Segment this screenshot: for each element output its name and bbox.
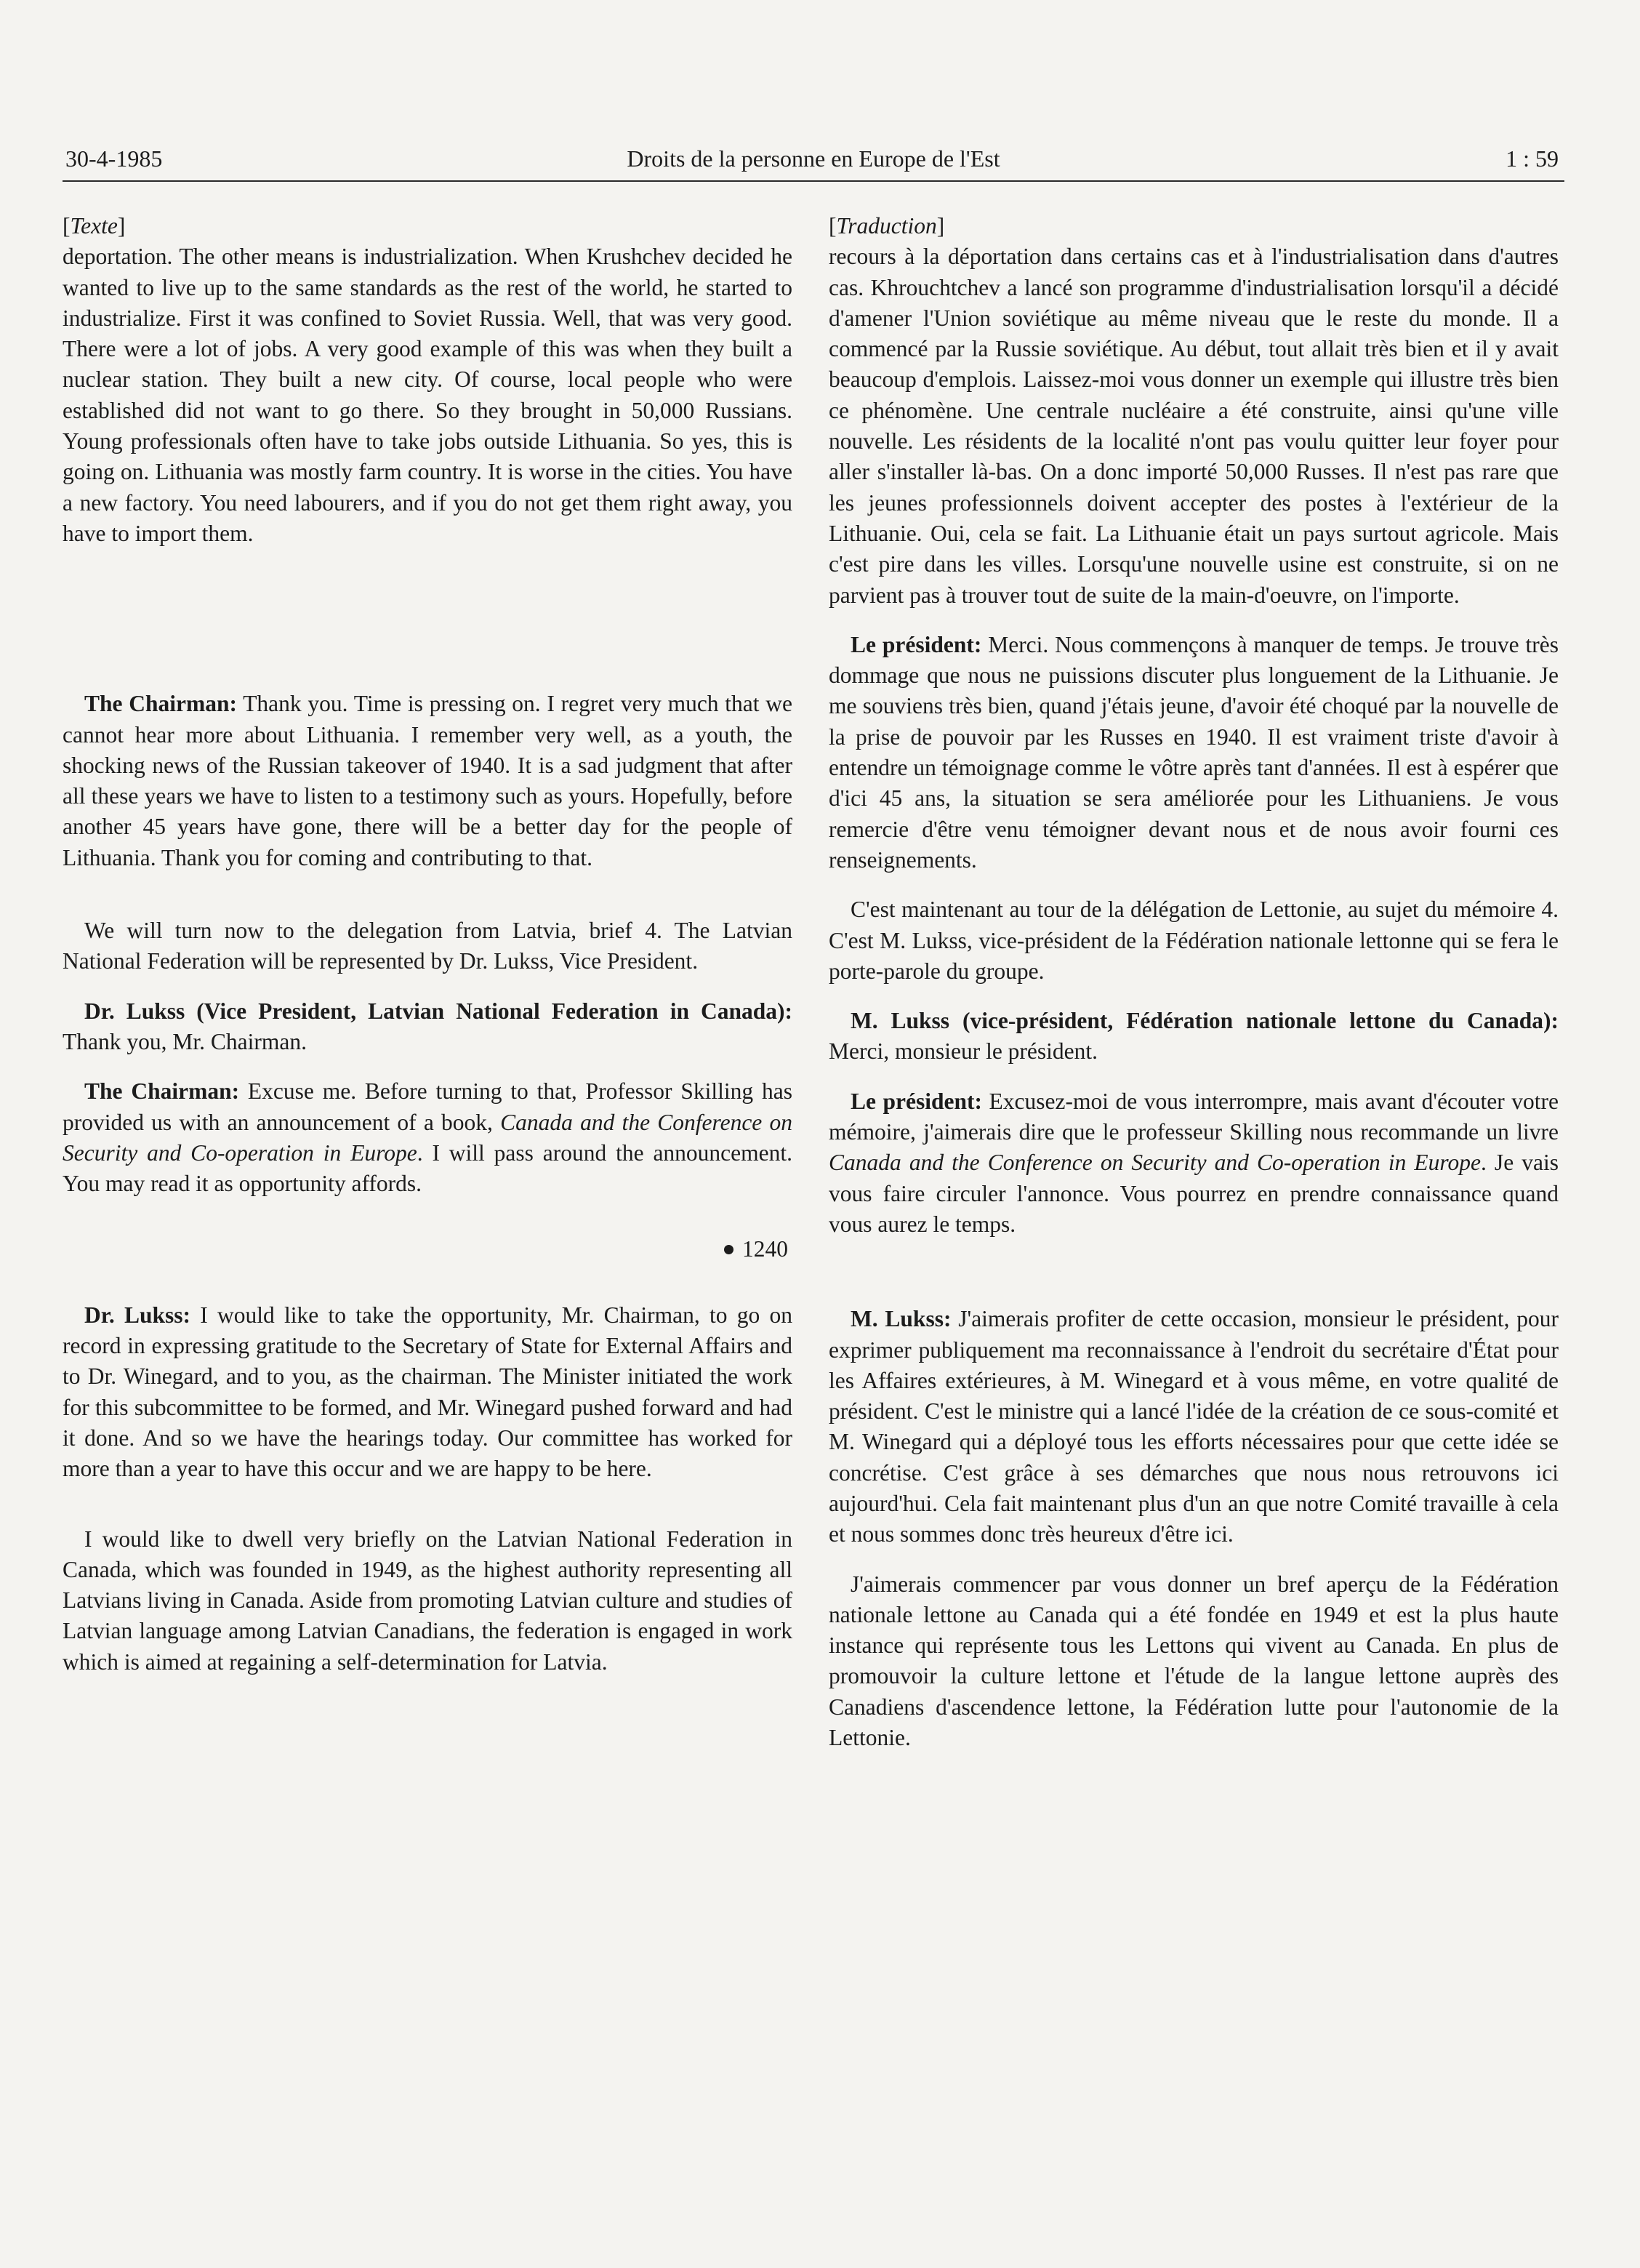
header-page-number: 1 : 59 <box>1506 145 1559 172</box>
speaker-name: Le président: <box>851 631 982 657</box>
paragraph-deportation: deportation. The other means is industrialization. When Krushchev decided he wanted to live up to the same standards as the rest of the world, he started to industrialize. First it was confined to Soviet Russia. Well, that was very good. There were a lot of jobs. A very good example of this was when they built a nuclear station. They built a new city. Of course, local people who were established did not want to go there. So they brought in 50,000 Russians. Young professionals often have to take jobs outside Lithuania. So yes, this is going on. Lithuania was mostly farm country. It is worse in the cities. You have a new factory. You need labourers, and if you do not get them right away, you have to import them. <box>63 244 792 546</box>
paragraph-latvia-delegation: C'est maintenant au tour de la délégation de Lettonie, au sujet du mémoire 4. C'est M. Lukss, vice-président de la Fédération nationale lettonne qui se fera le porte-parole du groupe. <box>829 897 1559 984</box>
paragraph-lukss-gratitude: M. Lukss: J'aimerais profiter de cette occasion, monsieur le président, pour exprimer publiquement ma reconnaissance à l'endroit du secrétaire d'État pour les Affaires extérieures, à M. Winegard et à vous même, en votre qualité de président. C'est le ministre qui a lancé l'idée de la création de ce sous-comité et M. Winegard qui a déployé tous les efforts nécessaires pour que cette idée se concrétise. C'est grâce à ses démarches que nous nous retrouvons ici aujourd'hui. Cela fait maintenant plus d'un an que notre Comité travaille à cela et nous sommes donc très heureux d'être ici. <box>829 1306 1559 1547</box>
paragraph-lukss-thanks: M. Lukss (vice-président, Fédération nationale lettone du Canada): Merci, monsieur le président. <box>829 1008 1559 1065</box>
page-header <box>63 143 1564 182</box>
paragraph-chairman-thanks: Le président: Merci. Nous commençons à manquer de temps. Je trouve très dommage que nous ne puissions discuter plus longuement de la Lithuanie. Je me souviens très bien, quand j'étais jeune, d'avoir été choqué par la nouvelle de la prise de pouvoir par les Russes en 1940. Il est vraiment triste d'avoir à entendre un témoignage comme le vôtre après tant d'années. Il est à espérer que d'ici 45 ans, la situation se sera améliorée pour les Lithuaniens. Je vous remercie d'être venu témoigner devant nous et de nous avoir fourni ces renseignements. <box>829 631 1559 873</box>
speaker-name: Dr. Lukss: <box>84 1302 191 1328</box>
paragraph-latvia-delegation: We will turn now to the delegation from Latvia, brief 4. The Latvian National Federation will be represented by Dr. Lukss, Vice President. <box>63 918 792 974</box>
paragraph-lukss-thanks: Dr. Lukss (Vice President, Latvian National Federation in Canada): Thank you, Mr. Chairman. <box>63 998 792 1054</box>
paragraph-federation: I would like to dwell very briefly on the Latvian National Federation in Canada, which was founded in 1949, as the highest authority representing all Latvians living in Canada. Aside from promoting Latvian culture and studies of Latvian language among Latvian Canadians, the federation is engaged in work which is aimed at regaining a self-determination for Latvia. <box>63 1526 792 1675</box>
paragraph-lukss-gratitude: Dr. Lukss: I would like to take the opportunity, Mr. Chairman, to go on record in expressing gratitude to the Secretary of State for External Affairs and to Dr. Winegard, and to you, as the chairman. The Minister initiated the work for this subcommittee to be formed, and Mr. Winegard pushed forward and had it done. And so we have the hearings today. Our committee has worked for more than a year to have this occur and we are happy to be here. <box>63 1302 792 1482</box>
english-column <box>63 211 792 1696</box>
paragraph-chairman-announcement: Le président: Excusez-moi de vous interrompre, mais avant d'écouter votre mémoire, j'aimerais dire que le professeur Skilling nous recommande un livre Canada and the Conference on Security and Co-operation in Europe. Je vais vous faire circuler l'annonce. Vous pourrez en prendre connaissance quand vous aurez le temps. <box>829 1088 1559 1237</box>
paragraph-chairman-thanks: The Chairman: Thank you. Time is pressing on. I regret very much that we cannot hear more about Lithuania. I remember very well, as a youth, the shocking news of the Russian takeover of 1940. It is a sad judgment that after all these years we have to listen to a testimony such as yours. Hopefully, before another 45 years have gone, there will be a better day for the people of Lithuania. Thank you for coming and contributing to that. <box>63 691 792 870</box>
paragraph-federation: J'aimerais commencer par vous donner un bref aperçu de la Fédération nationale lettone au Canada qui a été fondée en 1949 et est la plus haute instance qui représente tous les Lettons qui vivent au Canada. En plus de promouvoir la culture lettone et l'étude de la langue lettone auprès des Canadiens d'ascendence lettone, la Fédération lutte pour l'autonomie de la Lettonie. <box>829 1571 1559 1751</box>
paragraph-deportation: recours à la déportation dans certains cas et à l'industrialisation dans d'autres cas. Khrouchtchev a lancé son programme d'industrialisation lorsqu'il a décidé d'amener l'Union soviétique au même niveau que le reste du monde. Il a commencé par la Russie soviétique. Au début, tout allait très bien et il y avait beaucoup d'emplois. Laissez-moi vous donner un exemple qui illustre très bien ce phénomène. Une centrale nucléaire a été construite, ainsi qu'une ville nouvelle. Les résidents de la localité n'ont pas voulu quitter leur foyer pour aller s'installer là-bas. On a donc importé 50,000 Russes. Il n'est pas rare que les jeunes professionnels doivent accepter des postes à l'extérieur de la Lithuanie. Oui, cela se fait. La Lithuanie était un pays surtout agricole. Mais c'est pire dans les villes. Lorsqu'une nouvelle usine est construite, si on ne parvient pas à trouver tout de suite de la main-d'oeuvre, on l'importe. <box>829 244 1559 608</box>
header-title: Droits de la personne en Europe de l'Est <box>627 145 1000 172</box>
speaker-name: The Chairman: <box>84 691 238 717</box>
book-title: Canada and the Conference on Security and Co-operation in Europe <box>829 1150 1481 1176</box>
paragraph-chairman-announcement: The Chairman: Excuse me. Before turning to that, Professor Skilling has provided us with an announcement of a book, Canada and the Conference on Security and Co-operation in Europe. I will pass around the announcement. You may read it as opportunity affords. <box>63 1078 793 1197</box>
time-marker: 1240 <box>63 1234 792 1265</box>
speaker-name: Dr. Lukss (Vice President, Latvian National Federation in Canada): <box>84 998 792 1024</box>
bullet-icon <box>724 1245 733 1254</box>
speaker-name: The Chairman: <box>84 1078 240 1105</box>
column-label: [Traduction] <box>829 213 945 239</box>
speaker-name: Le président: <box>851 1088 983 1114</box>
french-column <box>829 211 1559 1772</box>
speaker-name: M. Lukss: <box>851 1306 952 1332</box>
speaker-name: M. Lukss (vice-président, Fédération nationale lettone du Canada): <box>851 1008 1559 1034</box>
book-title: Canada and the Conference on Security and Co-operation in Europe <box>63 1109 792 1166</box>
header-date: 30-4-1985 <box>65 145 163 172</box>
column-label: [Texte] <box>63 213 126 239</box>
